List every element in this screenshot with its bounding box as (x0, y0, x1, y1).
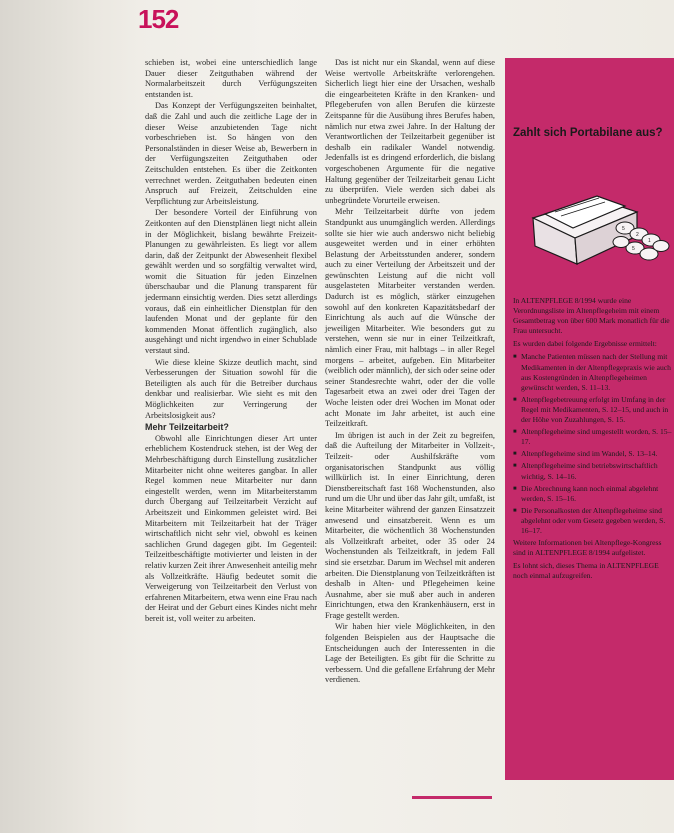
paragraph: schieben ist, wobei eine unterschiedlich lange Dauer dieser Zeitguthaben während der Normalarbeitszeit durch Verfügungszeiten entstanden ist. (145, 58, 317, 99)
sidebar-box (505, 58, 674, 780)
sidebar-title: Zahlt sich Portabilane aus? (513, 127, 663, 139)
middle-column (325, 58, 495, 686)
paragraph: Mehr Teilzeitarbeit dürfte von jedem Standpunkt aus unumgänglich werden. Allerdings sollte sie hier wie auch anderswo nicht beliebig ausgeweitet werden und in einer erhöhten Belastung der Arbeitsstunden anderer, sondern auch zu einer Verteilung der Arbeitszeit und der gewünschten Leistung auf die nicht voll ausgelasteten Mitarbeiter verstanden werden. Dadurch ist es möglich, stärker einzugehen sowohl auf den konkreten Kapazitätsbedarf der Einrichtung als auch auf die Wünsche der jeweiligen Mitarbeiter. Wie besonders gut zu verstehen, wenn sie nur in einer Teilzeitkraft, nämlich einer Frau, mit halbtags – in aller Regel morgens – arbeitet, aufgeben. Ein Mitarbeiter (weiblich oder männlich), der sich oder seine oder seiner Standesrechte wahrt, oder der die volle Tagesarbeit etwa an zwei oder drei Tagen der Woche leisten oder drei Wochen im Monat oder acht Monate im Jahr arbeitet, ist auch eine Teilzeitkraft. (325, 207, 495, 429)
sidebar-list (513, 352, 673, 536)
left-column (145, 58, 317, 624)
paragraph: Der besondere Vorteil der Einführung von Zeitkonten auf den Dienstplänen liegt nicht allein in der Möglichkeit, bislang bewährte Freizeit-Planungen zu gewährleisten. Es liegt vor allem darin, daß der Zeitpunkt der Abwesenheit flexibel gewählt werden und so sorgfältig verwaltet wird, womit die Situation für jeden Einzelnen überschaubar und die Planung transparent für jedermann einsichtig werden. Dies setzt allerdings voraus, daß ein einheitlicher Dienstplan für den laufenden Monat und der geplante für den kommenden Monat öffentlich zugänglich, also ausgehängt und nicht irgendwo in einer Schublade verstaut sind. (145, 208, 317, 356)
paragraph: Wie diese kleine Skizze deutlich macht, sind Verbesserungen der Situation sowohl für die Beteiligten als auch für die Betreiber durchaus denkbar und realisierbar. Wie sieht es mit den Möglichkeiten zur Verringerung der Arbeitslosigkeit aus? (145, 357, 317, 420)
sidebar-paragraph: In ALTENPFLEGE 8/1994 wurde eine Verordnungsliste im Altenpflegeheim mit einem Gesamtbetrag von über 600 Mark monatlich für die Frau untersucht. (513, 296, 670, 336)
list-item: ■ Altenpflegeheime sind betriebswirtschaftlich wichtig, S. 14–16. (513, 461, 673, 481)
sidebar-paragraph: Es wurden dabei folgende Ergebnisse ermittelt: (513, 339, 657, 349)
wallet-coins-illustration (525, 168, 673, 278)
paragraph: Das Konzept der Verfügungszeiten beinhaltet, daß die Zahl und auch die zeitliche Lage der in dieser Weise anzubietenden Tage nicht vorbeschrieben ist. So hängen von den Personalständen in dieser Weise ab, Bewerbern in der Verfügungszeiten Zeitguthaben oder Zeitschulden entstehen. Es über die Zeitkonten verrechnet werden. Zeitguthaben bedeuten einen Anspruch auf Freizeit, Zeitschulden eine Verpflichtung zur Arbeitsleistung. (145, 101, 317, 206)
page-number: 152 (138, 4, 179, 34)
section-heading: Mehr Teilzeitarbeit? (145, 422, 229, 433)
paragraph: Das ist nicht nur ein Skandal, wenn auf diese Weise wertvolle Arbeitskräfte verlorengehen. Sicherlich liegt hier eine der Ursachen, weshalb die eingearbeiteten Kräfte in den Kranken- und Pflegeberufen von allen Berufen die kürzeste Zeitspanne für die Ausübung ihres Berufes haben, nämlich nur etwa zwei Jahre. In der Haltung der Verantwortlichen der Teilzeitarbeit gegenüber ist deshalb ein radikaler Wandel notwendig. Jedenfalls ist es dringend erforderlich, die bislang vorgeschobenen Argumente für die negative Haltung gegenüber der Teilzeitarbeit genau Licht zu überprüfen. Viele werden sich dabei als unbegründete Vorurteile erweisen. (325, 58, 495, 205)
svg-text:5: 5 (622, 226, 625, 232)
paragraph: Im übrigen ist auch in der Zeit zu begreifen, daß die Aufteilung der Mitarbeiter in Vollzeit-, Teilzeit- oder Aushilfskräfte vom organisatorischen Standpunkt aus völlig willkürlich ist. In einer Einrichtung, deren Dienstbereitschaft fast 168 Wochenstunden, also rund um die Uhr und über das Jahr gilt, umfaßt, ist keine Mitarbeiter während der ganzen Einsatzzeit anwesend und einsatzbereit. Wenn es um Mitarbeiter, die wöchentlich 38 Wochenstunden als Vollzeitkraft arbeitet, oder 35 oder 24 Wochenstunden als Teilzeitkraft, in jedem Fall sind sie ersetzbar. Darum im Wechsel mit anderen arbeiten. Die Dienstplanung von Teilzeitkräften ist deshalb in Alten- und Pflegeheimen keine Ausnahme, aber sie muß aber auch in anderen Einrichtungen, etwa den Krankenhäusern, erst in Frage gestellt werden. (325, 430, 495, 620)
svg-text:2: 2 (636, 232, 639, 238)
paragraph: Wir haben hier viele Möglichkeiten, in den folgenden Beispielen aus der Hauptsache die Entscheidungen auch der Interessenten in die Lage der Beteiligten. Es gibt für die Schritte zu verbessern. Und die gefallene Erfahrung der Mehr verdienen. (325, 622, 495, 685)
list-item: ■ Altenpflegeheime sind umgestellt worden, S. 15–17. (513, 427, 673, 447)
list-item: ■ Die Personalkosten der Altenpflegeheime sind abgelehnt oder vom Gesetz gegeben werden, S. 16–17. (513, 506, 673, 536)
list-item: ■ Manche Patienten müssen nach der Stellung mit Medikamenten in der Altenpflegepraxis wie auch aus Kostengründen in Altenpflegeheimen gewünscht werden, S. 11–13. (513, 352, 673, 392)
paragraph: Obwohl alle Einrichtungen dieser Art unter erheblichem Kostendruck stehen, ist der Weg der Mehrbeschäftigung durch Einstellung zusätzlicher Mitarbeiter nicht ohne weiteres gangbar. In aller Regel kommen neue Mitarbeiter nur dann eingestellt werden, wenn im Mitarbeiterstamm durch Übergang auf Teilzeitarbeit Verzicht auf Arbeitszeit und Einkommen geleistet wird. Bei Mitarbeitern mit Teilzeitarbeit hat der Träger wirtschaftlich nicht sehr viel, obwohl es keinen sachlichen Grund dagegen gibt. Im Gegenteil: Teilzeitbeschäftigte motivierter und leisten in der relativ kurzen Zeit ihrer Anwesenheit anteilig mehr als Vollzeitkräfte. Häufig bedeutet somit die Verweigerung von Teilzeitarbeit den Verlust von erfahrenen Mitarbeitern, etwa wenn eine Frau nach der Heirat und der Geburt eines Kindes nicht mehr bereit ist, voll weiter zu arbeiten. (145, 433, 317, 623)
svg-text:1: 1 (648, 238, 651, 244)
sidebar-paragraph: Weitere Informationen bei Altenpflege-Kongress sind in ALTENPFLEGE 8/1994 aufgelistet. (513, 538, 662, 558)
sidebar-text (513, 296, 673, 584)
list-item: ■ Altenpflegeheime sind im Wandel, S. 13–14. (513, 449, 673, 459)
binding-shadow (0, 0, 138, 833)
list-item: ■ Die Abrechnung kann noch einmal abgelehnt werden, S. 15–16. (513, 484, 673, 504)
end-rule (412, 796, 492, 799)
svg-text:5: 5 (632, 246, 635, 252)
sidebar-paragraph: Es lohnt sich, dieses Thema in ALTENPFLEGE noch einmal aufzugreifen. (513, 561, 659, 581)
list-item: ■ Altenpflegebetreuung erfolgt im Umfang in der Regel mit Medikamenten, S. 12–15, und auch in der Höhe von Zuzahlungen, S. 15. (513, 395, 673, 425)
